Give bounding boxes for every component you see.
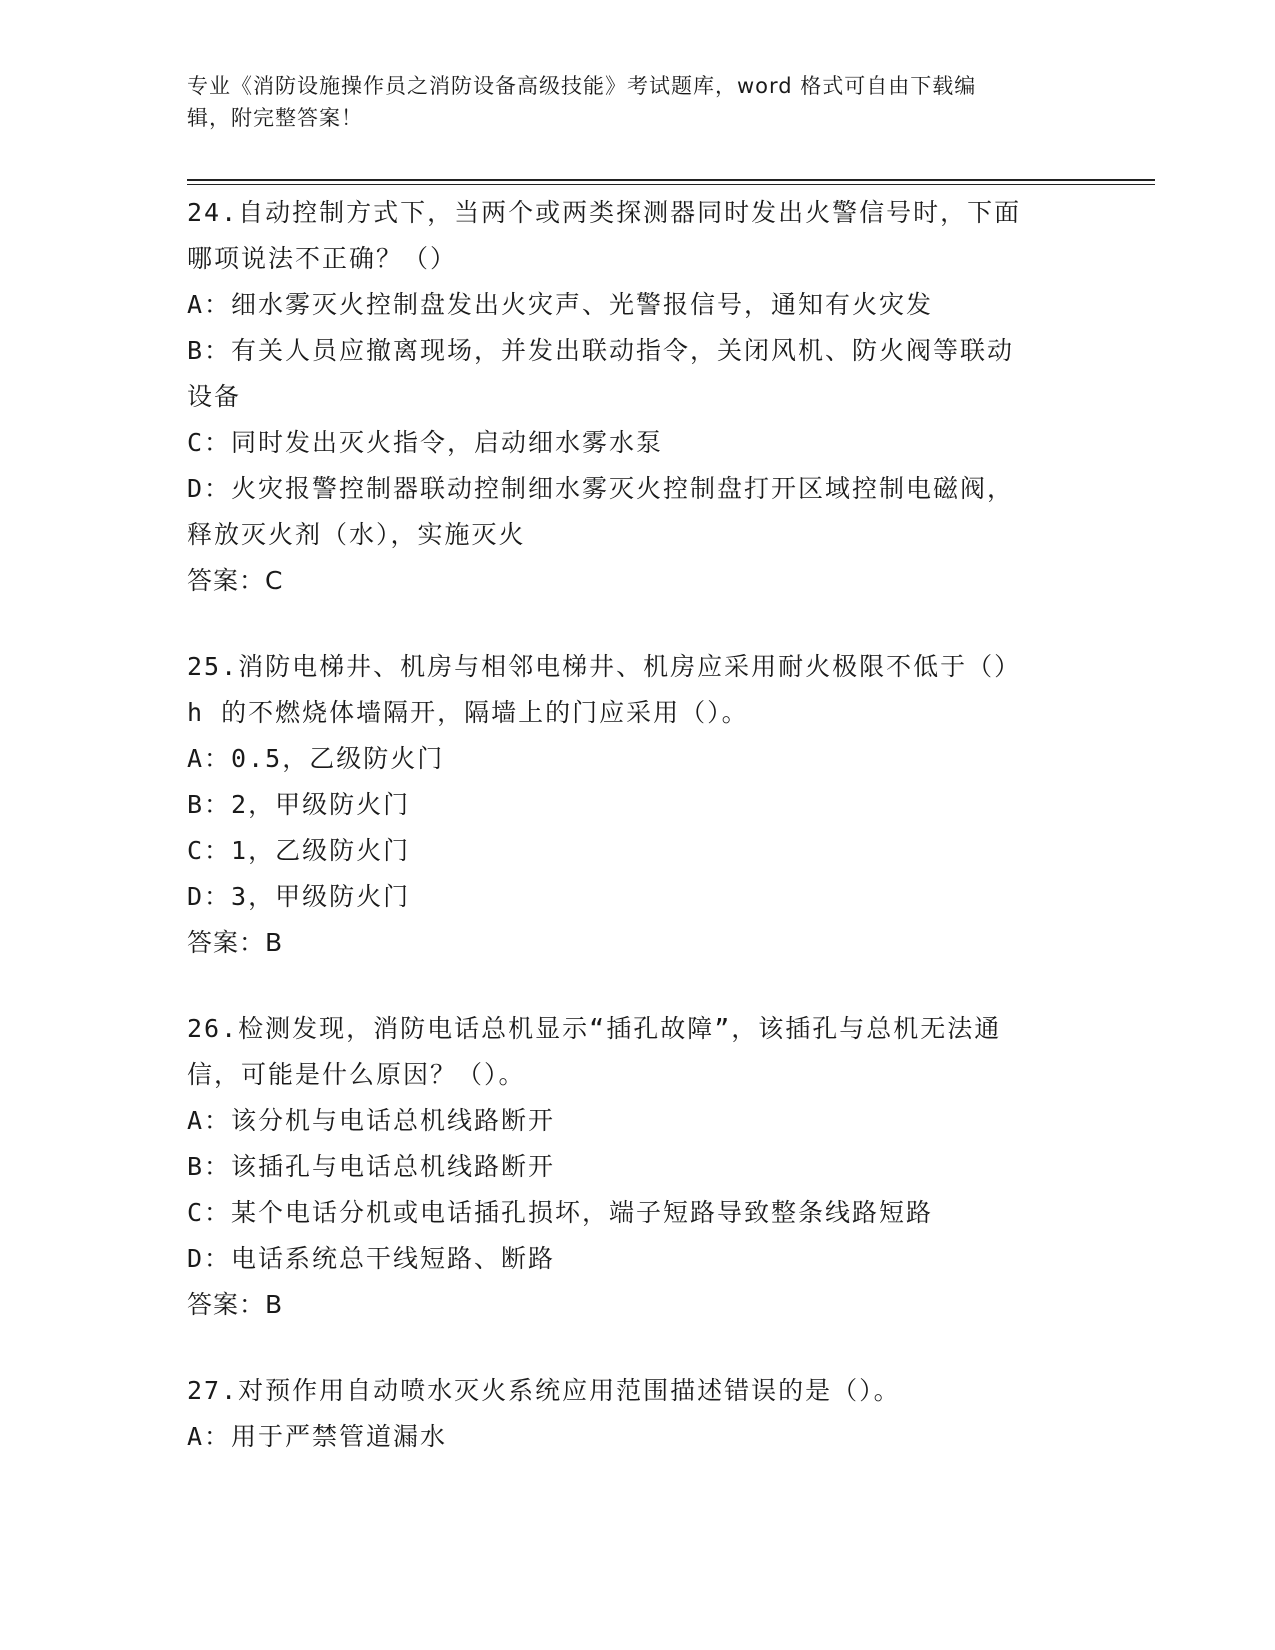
option-b: B：2，甲级防火门 (187, 790, 411, 819)
option-d: D：火灾报警控制器联动控制细水雾灭火控制盘打开区域控制电磁阀， (187, 474, 1015, 503)
option-b: B：有关人员应撤离现场，并发出联动指令，关闭风机、防火阀等联动 (187, 336, 1015, 365)
question-25 (187, 644, 1067, 966)
question-stem: 24.自动控制方式下，当两个或两类探测器同时发出火警信号时，下面 (187, 198, 1022, 227)
question-list (187, 190, 1067, 1500)
header-line-2: 辑，附完整答案！ (187, 106, 363, 130)
option-a: A：0.5，乙级防火门 (187, 744, 445, 773)
option-b: B：该插孔与电话总机线路断开 (187, 1152, 556, 1181)
option-d-cont: 释放灭火剂（水），实施灭火 (187, 520, 526, 549)
question-27 (187, 1368, 1067, 1460)
option-d: D：3，甲级防火门 (187, 882, 411, 911)
question-stem-cont: h 的不燃烧体墙隔开，隔墙上的门应采用（）。 (187, 698, 749, 727)
document-header (187, 70, 1067, 134)
option-c: C：1，乙级防火门 (187, 836, 411, 865)
question-stem: 27.对预作用自动喷水灭火系统应用范围描述错误的是（）。 (187, 1376, 901, 1405)
header-divider-thick (187, 179, 1155, 181)
question-stem-cont: 信，可能是什么原因？（）。 (187, 1060, 526, 1089)
answer: 答案：B (187, 1290, 284, 1319)
option-d: D：电话系统总干线短路、断路 (187, 1244, 556, 1273)
option-c: C：某个电话分机或电话插孔损坏，端子短路导致整条线路短路 (187, 1198, 934, 1227)
answer: 答案：B (187, 928, 284, 957)
header-divider-thin (187, 184, 1155, 185)
option-a: A：用于严禁管道漏水 (187, 1422, 448, 1451)
question-24 (187, 190, 1067, 604)
question-stem-cont: 哪项说法不正确？（） (187, 244, 458, 273)
option-a: A：细水雾灭火控制盘发出火灾声、光警报信号，通知有火灾发 (187, 290, 934, 319)
header-line-1: 专业《消防设施操作员之消防设备高级技能》考试题库，word 格式可自由下载编 (187, 74, 977, 98)
answer: 答案：C (187, 566, 284, 595)
option-a: A：该分机与电话总机线路断开 (187, 1106, 556, 1135)
question-stem: 25.消防电梯井、机房与相邻电梯井、机房应采用耐火极限不低于（） (187, 652, 1022, 681)
question-26 (187, 1006, 1067, 1328)
option-b-cont: 设备 (187, 382, 242, 411)
question-stem: 26.检测发现，消防电话总机显示“插孔故障”，该插孔与总机无法通 (187, 1014, 1002, 1043)
option-c: C：同时发出灭火指令，启动细水雾水泵 (187, 428, 664, 457)
